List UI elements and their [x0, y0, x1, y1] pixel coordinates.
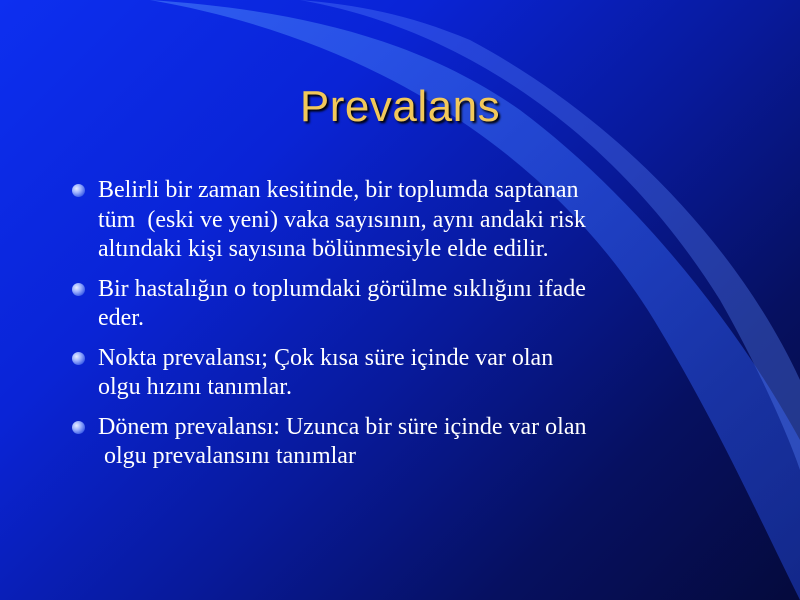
bullet-line: Belirli bir zaman kesitinde, bir toplumda saptanan [98, 177, 579, 203]
bullet-list [72, 176, 752, 482]
sphere-bullet-icon [72, 352, 85, 365]
bullet-item [72, 344, 752, 403]
sphere-bullet-icon [72, 421, 85, 434]
sphere-bullet-icon [72, 283, 85, 296]
bullet-line: eder. [98, 305, 144, 331]
bullet-line: olgu hızını tanımlar. [98, 374, 292, 400]
bullet-item [72, 413, 752, 472]
bullet-line: Dönem prevalansı: Uzunca bir süre içinde var olan [98, 413, 587, 440]
bullet-line: olgu prevalansını tanımlar [98, 443, 356, 469]
slide-title: Prevalans [299, 82, 501, 131]
bullet-line: Bir hastalığın o toplumdaki görülme sıklığını ifade [98, 275, 586, 302]
bullet-line: tüm (eski ve yeni) vaka sayısının, aynı andaki risk [98, 206, 586, 233]
bullet-line: Nokta prevalansı; Çok kısa süre içinde var olan [98, 344, 554, 371]
bullet-item [72, 176, 752, 265]
bullet-item [72, 275, 752, 334]
sphere-bullet-icon [72, 184, 85, 197]
bullet-line: altındaki kişi sayısına bölünmesiyle elde edilir. [98, 236, 549, 262]
